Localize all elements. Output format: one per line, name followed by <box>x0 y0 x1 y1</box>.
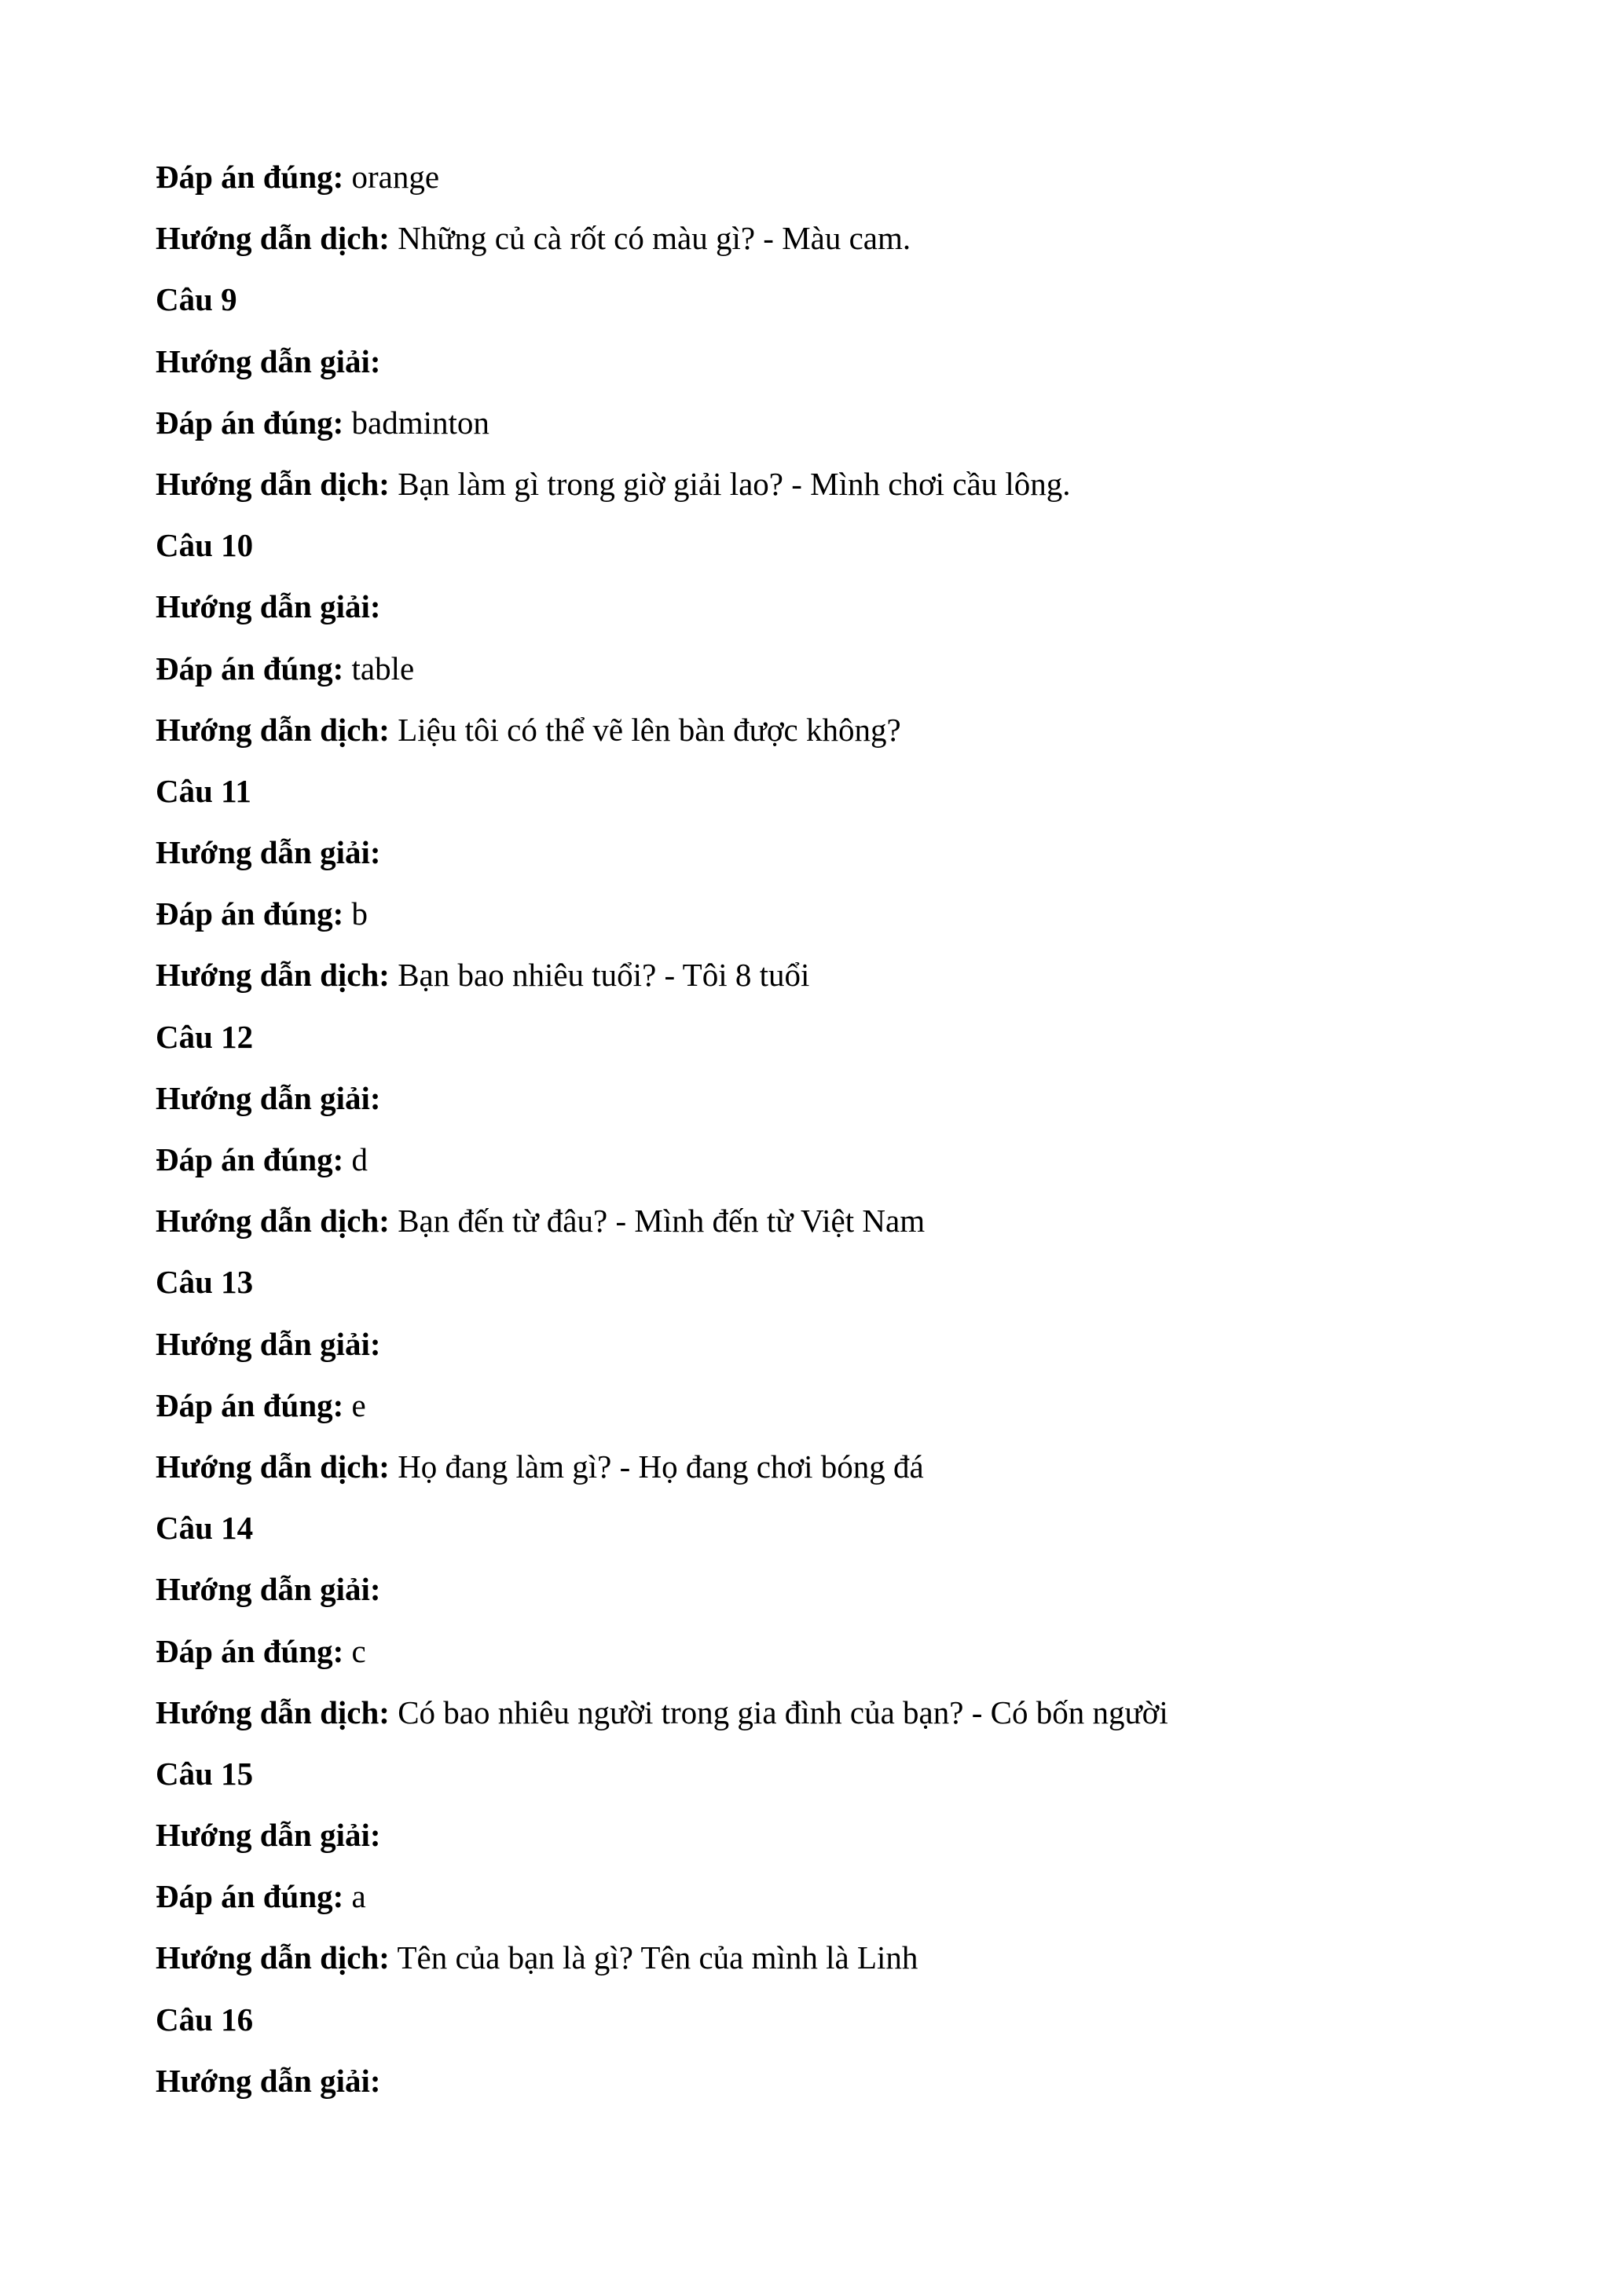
solution-label: Hướng dẫn giải: <box>156 1325 381 1362</box>
solution-label: Hướng dẫn giải: <box>156 2062 381 2099</box>
solution-label: Hướng dẫn giải: <box>156 342 381 379</box>
solution-label: Hướng dẫn giải: <box>156 588 381 625</box>
translation-label: Hướng dẫn dịch: <box>156 711 390 748</box>
question-heading <box>156 760 1491 822</box>
answer-line <box>156 1620 1491 1682</box>
translation-label: Hướng dẫn dịch: <box>156 1203 390 1240</box>
question-number: Câu 15 <box>156 1755 254 1792</box>
answer-label: Đáp án đúng: <box>156 404 344 441</box>
answer-label: Đáp án đúng: <box>156 650 344 687</box>
question-heading <box>156 1743 1491 1804</box>
answer-label: Đáp án đúng: <box>156 1878 344 1915</box>
solution-heading <box>156 1804 1491 1866</box>
answer-label: Đáp án đúng: <box>156 895 344 932</box>
answer-value: orange <box>351 159 440 195</box>
translation-label: Hướng dẫn dịch: <box>156 1448 390 1485</box>
answer-value: badminton <box>351 404 489 441</box>
question-heading <box>156 1006 1491 1067</box>
question-heading <box>156 1251 1491 1313</box>
solution-heading <box>156 1558 1491 1620</box>
translation-line <box>156 453 1491 514</box>
solution-heading <box>156 2050 1491 2111</box>
answer-value: b <box>351 895 368 932</box>
translation-value: Tên của bạn là gì? Tên của mình là Linh <box>397 1939 918 1976</box>
translation-value: Những củ cà rốt có màu gì? - Màu cam. <box>398 220 911 257</box>
solution-heading <box>156 822 1491 883</box>
answer-line <box>156 1375 1491 1436</box>
question-heading <box>156 514 1491 576</box>
translation-line <box>156 1682 1491 1743</box>
translation-label: Hướng dẫn dịch: <box>156 1939 390 1976</box>
question-heading <box>156 1497 1491 1558</box>
translation-value: Có bao nhiêu người trong gia đình của bạn? - Có bốn người <box>398 1694 1168 1730</box>
translation-label: Hướng dẫn dịch: <box>156 465 390 502</box>
translation-line <box>156 1927 1491 1988</box>
question-number: Câu 13 <box>156 1264 254 1301</box>
answer-value: c <box>351 1632 366 1669</box>
solution-label: Hướng dẫn giải: <box>156 1817 381 1854</box>
question-heading <box>156 269 1491 330</box>
question-number: Câu 12 <box>156 1018 254 1055</box>
answer-line <box>156 392 1491 453</box>
translation-line <box>156 1190 1491 1251</box>
answer-line <box>156 1866 1491 1927</box>
answer-value: table <box>351 650 415 687</box>
answer-value: d <box>351 1141 368 1177</box>
answer-label: Đáp án đúng: <box>156 1386 344 1423</box>
solution-heading <box>156 1313 1491 1375</box>
translation-label: Hướng dẫn dịch: <box>156 220 390 257</box>
answer-label: Đáp án đúng: <box>156 1141 344 1177</box>
answer-value: e <box>351 1386 366 1423</box>
answer-line <box>156 638 1491 699</box>
solution-label: Hướng dẫn giải: <box>156 834 381 871</box>
answer-line <box>156 146 1491 207</box>
question-heading <box>156 1989 1491 2050</box>
question-number: Câu 11 <box>156 772 251 809</box>
solution-label: Hướng dẫn giải: <box>156 1079 381 1116</box>
translation-label: Hướng dẫn dịch: <box>156 1694 390 1730</box>
solution-heading <box>156 576 1491 637</box>
translation-value: Bạn đến từ đâu? - Mình đến từ Việt Nam <box>398 1203 926 1240</box>
translation-value: Bạn làm gì trong giờ giải lao? - Mình chơi cầu lông. <box>398 465 1071 502</box>
translation-line <box>156 1436 1491 1497</box>
translation-line <box>156 699 1491 760</box>
translation-value: Liệu tôi có thể vẽ lên bàn được không? <box>398 711 901 748</box>
question-number: Câu 9 <box>156 281 237 318</box>
document-body <box>156 146 1491 2111</box>
answer-label: Đáp án đúng: <box>156 1632 344 1669</box>
translation-line <box>156 944 1491 1005</box>
question-number: Câu 14 <box>156 1510 254 1547</box>
translation-label: Hướng dẫn dịch: <box>156 957 390 994</box>
solution-heading <box>156 331 1491 392</box>
question-number: Câu 16 <box>156 2001 254 2038</box>
translation-line <box>156 207 1491 269</box>
solution-label: Hướng dẫn giải: <box>156 1571 381 1608</box>
answer-line <box>156 883 1491 944</box>
answer-label: Đáp án đúng: <box>156 159 344 195</box>
translation-value: Họ đang làm gì? - Họ đang chơi bóng đá <box>398 1448 924 1485</box>
translation-value: Bạn bao nhiêu tuổi? - Tôi 8 tuổi <box>398 957 810 994</box>
question-number: Câu 10 <box>156 527 254 564</box>
answer-line <box>156 1129 1491 1190</box>
solution-heading <box>156 1067 1491 1129</box>
answer-value: a <box>351 1878 366 1915</box>
